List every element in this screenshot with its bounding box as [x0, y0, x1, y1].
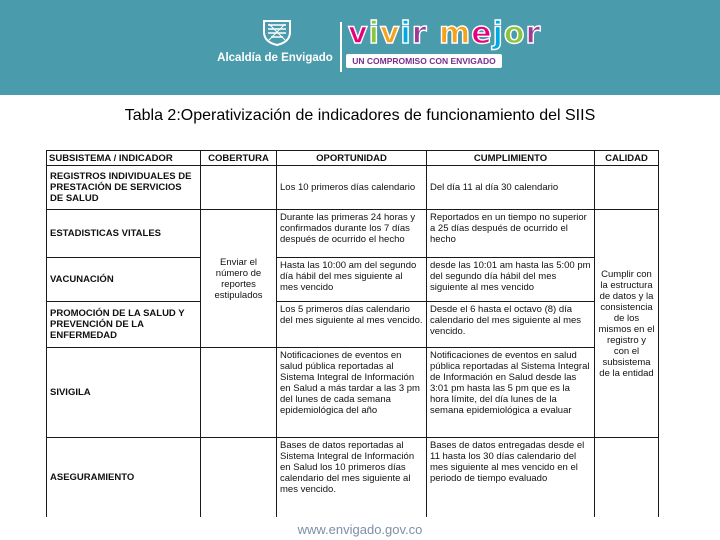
header-timeliness: OPORTUNIDAD [277, 151, 427, 166]
timeliness-cell: Notificaciones de eventos en salud pública reportadas al Sistema Integral de Información en Salud a más tardar a las 3 pm del lunes de cada semana epidemiológica del año [277, 348, 427, 438]
compliance-cell: Notificaciones de eventos en salud pública reportadas al Sistema Integral de Información en Salud desde las 3:01 pm hasta las 5 pm que es la hora límite, del día lunes de la semana epidemiológica a evaluar [427, 348, 595, 438]
compliance-cell: Del día 11 al día 30 calendario [427, 166, 595, 210]
quality-cell [595, 438, 659, 518]
indicator-cell: SIVIGILA [47, 348, 201, 438]
table-row [47, 210, 659, 258]
compliance-cell: Desde el 6 hasta el octavo (8) día calendario del mes siguiente al mes vencido. [427, 302, 595, 348]
table-row [47, 166, 659, 210]
table-row [47, 302, 659, 348]
header-indicator: SUBSISTEMA / INDICADOR [47, 151, 201, 166]
logo-divider [340, 22, 342, 72]
table-row [47, 438, 659, 518]
header-banner [0, 0, 720, 95]
coverage-cell: Enviar el número de reportes estipulados [201, 210, 277, 348]
indicator-cell: REGISTROS INDIVIDUALES DE PRESTACIÓN DE SERVICIOS DE SALUD [47, 166, 201, 210]
header-coverage: COBERTURA [201, 151, 277, 166]
quality-cell [595, 166, 659, 210]
timeliness-cell: Hasta las 10:00 am del segundo día hábil del mes siguiente al mes vencido [277, 258, 427, 302]
indicator-cell: ASEGURAMIENTO [47, 438, 201, 518]
table-row [47, 258, 659, 302]
indicator-cell: PROMOCIÓN DE LA SALUD Y PREVENCIÓN DE LA ENFERMEDAD [47, 302, 201, 348]
coverage-cell [201, 348, 277, 438]
vivir-mejor-logo[interactable]: vivir mejor [348, 16, 542, 51]
timeliness-cell: Durante las primeras 24 horas y confirmados durante los 7 días después de ocurrido el hecho [277, 210, 427, 258]
indicator-cell: VACUNACIÓN [47, 258, 201, 302]
table-row [47, 348, 659, 438]
footer-url[interactable]: www.envigado.gov.co [297, 522, 423, 537]
timeliness-cell: Bases de datos reportadas al Sistema Integral de Información en Salud los 10 primeros días calendario del mes siguiente al mes vencido. [277, 438, 427, 518]
page-title: Tabla 2:Operativización de indicadores de funcionamiento del SIIS [124, 107, 596, 124]
header-quality: CALIDAD [595, 151, 659, 166]
org-name: Alcaldía de Envigado [217, 52, 333, 64]
coverage-cell [201, 166, 277, 210]
header-compliance: CUMPLIMIENTO [427, 151, 595, 166]
slogan: UN COMPROMISO CON ENVIGADO [346, 54, 502, 68]
timeliness-cell: Los 10 primeros días calendario [277, 166, 427, 210]
table-header-row [47, 151, 659, 166]
coverage-cell [201, 438, 277, 518]
timeliness-cell: Los 5 primeros días calendario del mes siguiente al mes vencido. [277, 302, 427, 348]
indicators-table [46, 150, 659, 518]
quality-cell: Cumplir con la estructura de datos y la consistencia de los mismos en el registro y con el subsistema de la entidad [595, 210, 659, 438]
city-shield-icon [260, 18, 294, 46]
compliance-cell: Reportados en un tiempo no superior a 25 días después de ocurrido el hecho [427, 210, 595, 258]
compliance-cell: Bases de datos entregadas desde el 11 hasta los 30 días calendario del mes siguiente al mes vencido en el periodo de tiempo evaluado [427, 438, 595, 518]
indicator-cell: ESTADISTICAS VITALES [47, 210, 201, 258]
compliance-cell: desde las 10:01 am hasta las 5:00 pm del segundo día hábil del mes siguiente al mes vencido [427, 258, 595, 302]
alcaldia-logo[interactable] [216, 18, 334, 72]
